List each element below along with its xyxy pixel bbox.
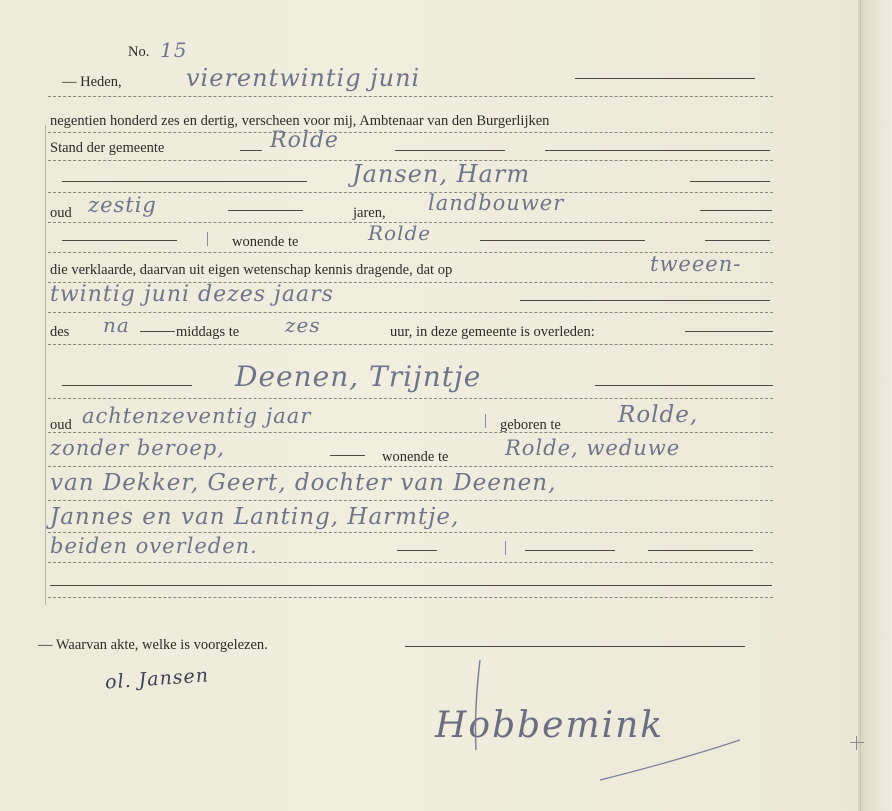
official-signature-flourish [440,650,740,790]
line6-rule-c [705,240,770,241]
des-label: des [50,324,70,340]
line3-rule-b [395,150,505,151]
corner-mark-v [856,736,857,750]
closing-statement: — Waarvan akte, welke is voorgelezen. [38,637,268,653]
line9-guide [48,344,773,345]
line15-tick [505,541,506,555]
line1-guide [48,96,773,97]
line1-fill-rule [575,78,755,79]
line15-rule-c [648,550,753,551]
line16-rule [50,585,772,586]
closing-rule [405,646,745,647]
left-margin-line [45,125,46,605]
line5-rule-a [228,210,303,211]
line4-rule-a [62,181,307,182]
line8-guide [48,312,773,313]
line6-tick [207,232,208,246]
line4-rule-b [690,181,770,182]
oud-label-1: oud [50,205,72,221]
line9-rule-b [685,331,773,332]
deceased-occupation: zonder beroep, [50,436,225,460]
declarant-residence: Rolde [368,221,432,245]
line8-rule [520,300,770,301]
line10-rule-b [595,385,773,386]
death-hour: zes [285,313,321,337]
spouse-and-parent-line: van Dekker, Geert, dochter van Deenen, [50,470,557,496]
geboren-label: geboren te [500,417,561,433]
deceased-birthplace: Rolde, [618,402,699,428]
line10-rule-a [62,385,192,386]
death-date-part2: twintig juni dezes jaars [50,282,334,307]
line16-guide [48,597,773,598]
line10-guide [48,398,773,399]
line12-rule [330,455,365,456]
witness-signature: ol. Jansen [104,664,210,694]
line15-rule-b [525,550,615,551]
verklaarde-text: die verklaarde, daarvan uit eigen wetenschap kennis dragende, dat op [50,262,453,278]
corner-mark-h [850,742,864,743]
gemeente-label: Stand der gemeente [50,140,165,156]
declarant-age: zestig [88,193,157,217]
death-date-part1: tweeen- [650,252,742,276]
wonende-label-2: wonende te [382,449,449,465]
deceased-age: achtenzeventig jaar [82,404,312,428]
death-time-of-day: na [103,313,130,337]
jaren-label: jaren, [353,205,386,221]
line6-rule-b [480,240,645,241]
overleden-label: uur, in deze gemeente is overleden: [390,324,595,340]
line2-guide [48,132,773,133]
line15-rule-a [397,550,437,551]
record-number-value: 15 [160,38,188,62]
parents-status: beiden overleden. [50,534,258,558]
declarant-name: Jansen, Harm [352,160,531,188]
line12-guide [48,466,773,467]
wonende-label-1: wonende te [232,234,299,250]
page-gutter [858,0,892,811]
municipality: Rolde [270,128,339,153]
line13-guide [48,500,773,501]
line14-guide [48,532,773,533]
declarant-occupation: landbouwer [428,191,565,215]
parents-line: Jannes en van Lanting, Harmtje, [50,504,460,530]
line11-tick [485,414,486,428]
line5-rule-b [700,210,772,211]
record-number-label: No. [128,44,150,60]
deceased-name: Deenen, Trijntje [235,360,482,393]
deceased-residence-status: Rolde, weduwe [505,436,681,460]
line3-rule-a [240,150,262,151]
middags-label: middags te [176,324,240,340]
official-signature: Hobbemink [435,705,665,746]
line3-rule-c [545,150,770,151]
heden-label: — Heden, [62,74,122,90]
line6-rule-a [62,240,177,241]
line2-text: negentien honderd zes en dertig, verscheen voor mij, Ambtenaar van den Burgerlijken [50,113,550,129]
page-fold [860,0,861,811]
death-registration-date: vierentwintig juni [186,64,421,92]
line15-guide [48,562,773,563]
line11-guide [48,432,773,433]
oud-label-2: oud [50,417,72,433]
line9-rule-a [140,331,175,332]
